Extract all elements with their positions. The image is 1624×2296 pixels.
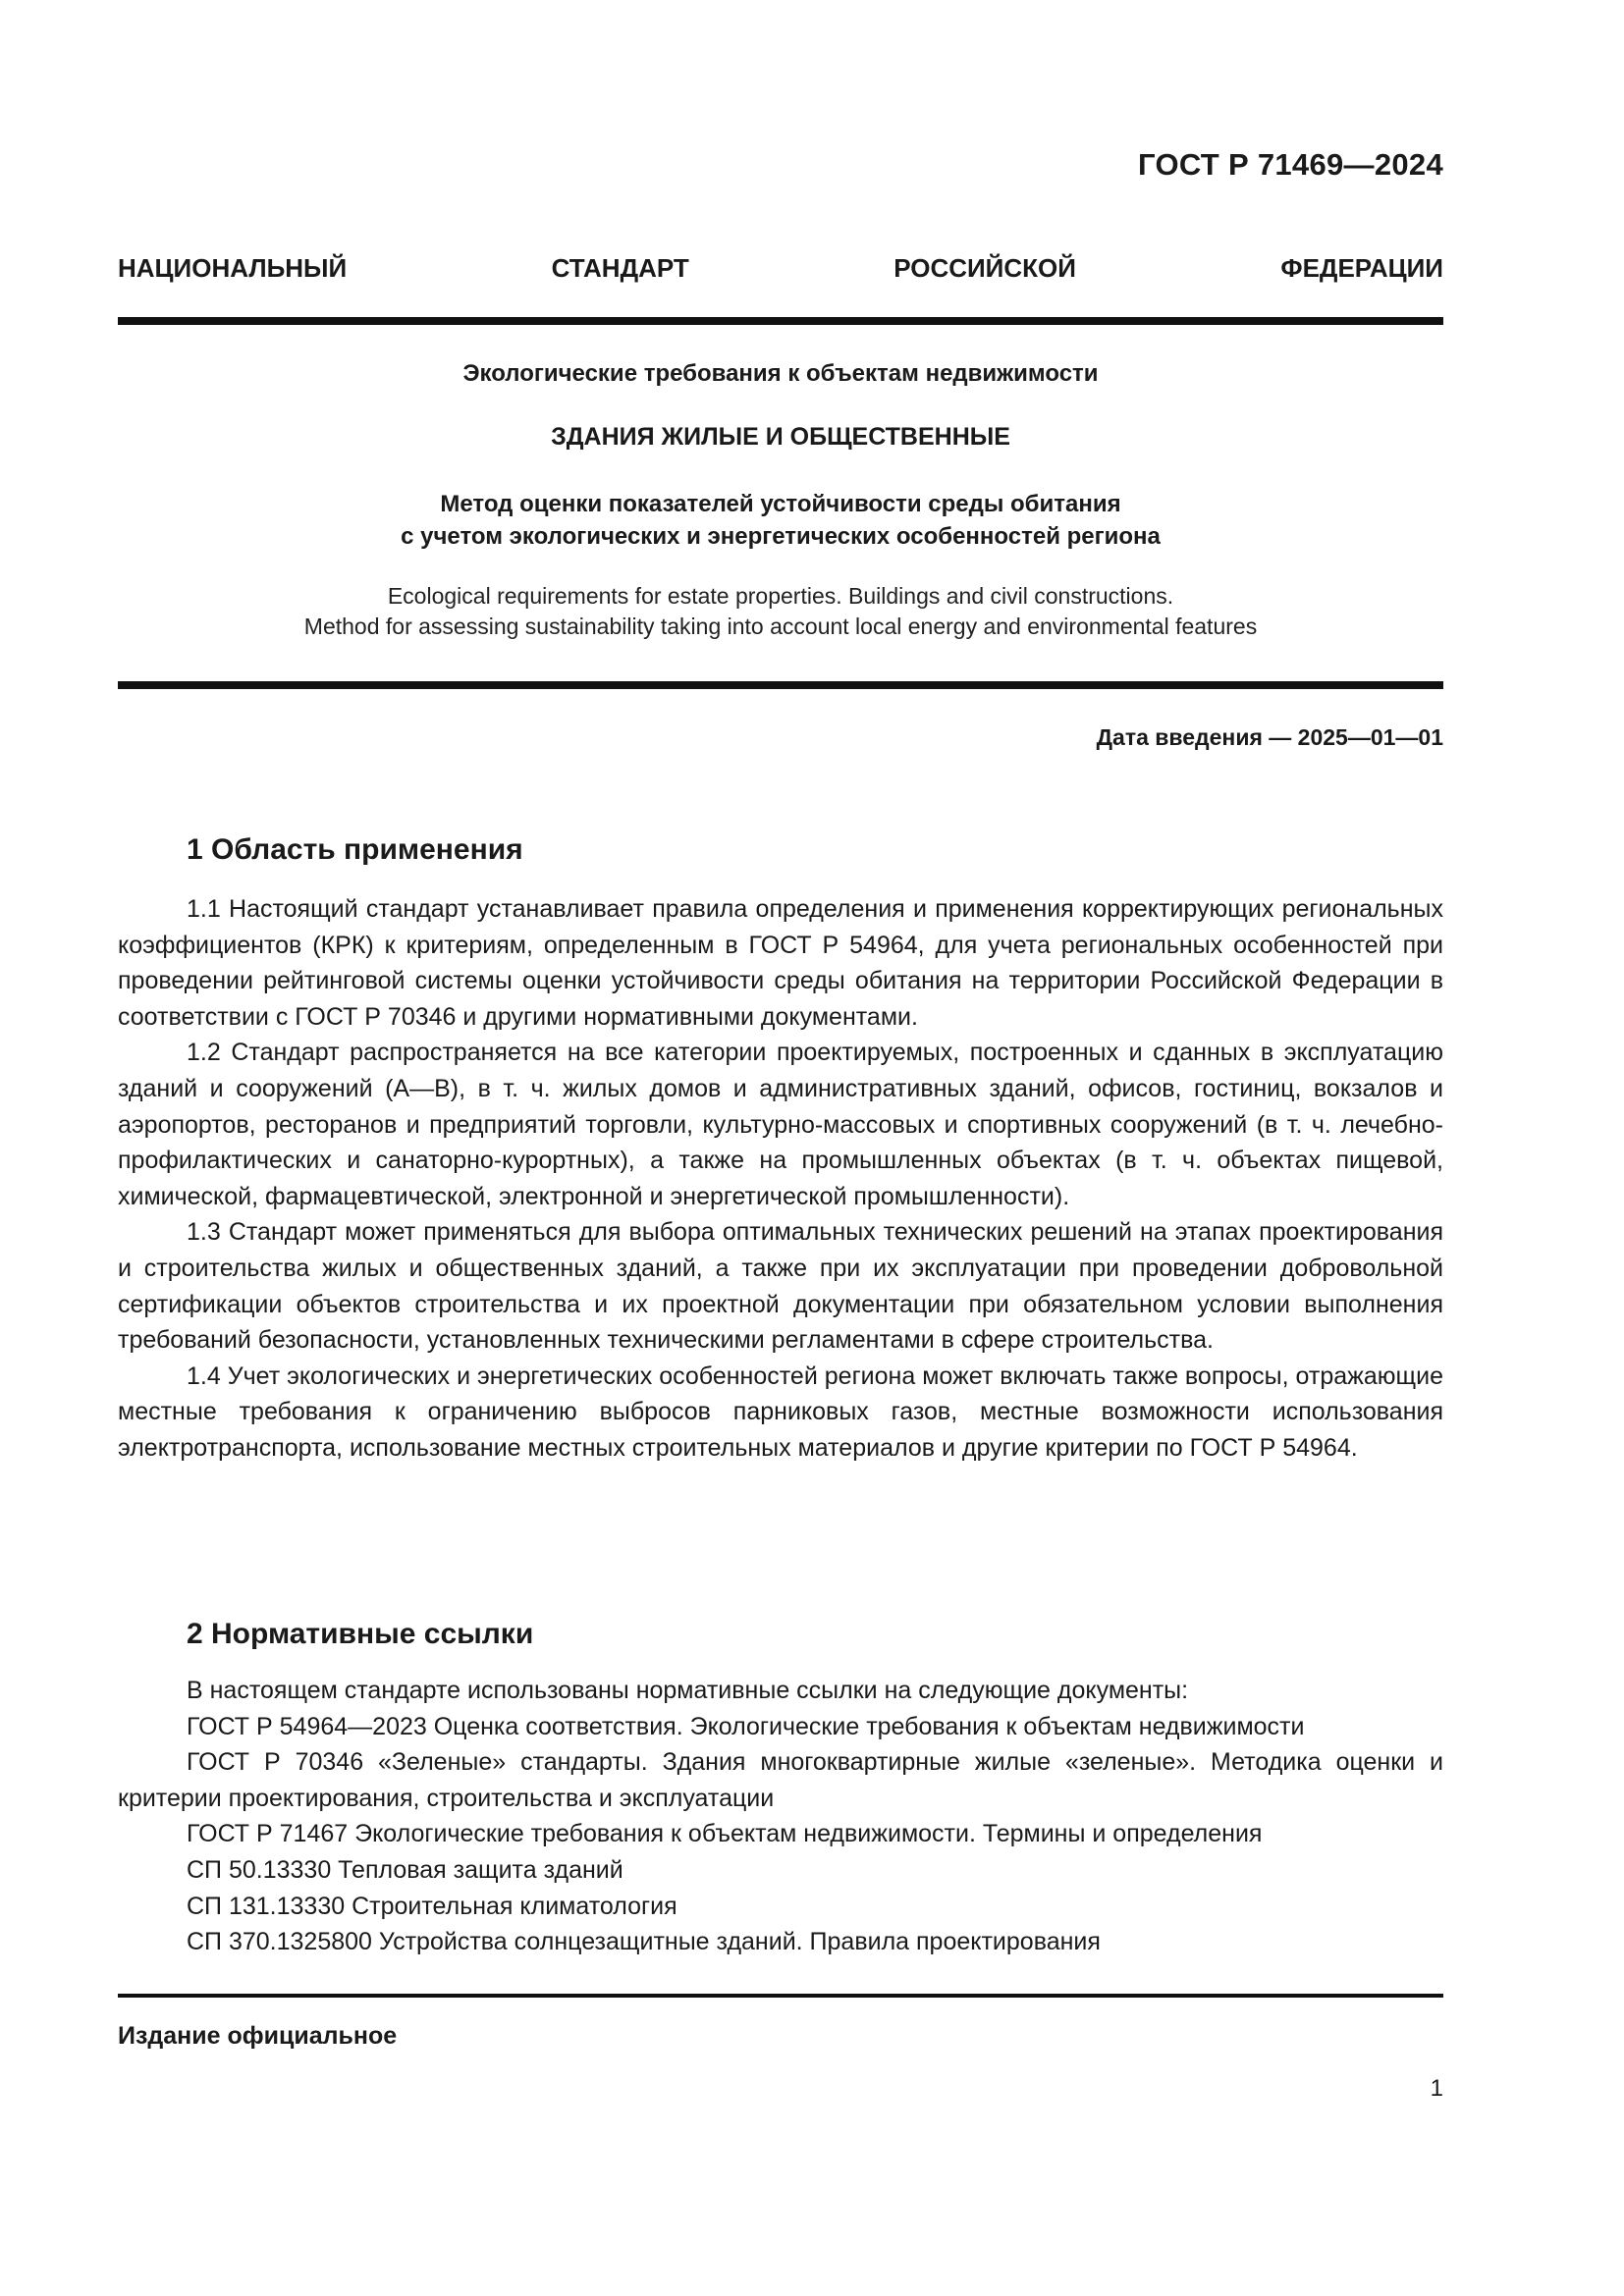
title-line-2: ЗДАНИЯ ЖИЛЫЕ И ОБЩЕСТВЕННЫЕ <box>551 423 1010 451</box>
reference-item: СП 50.13330 Тепловая защита зданий <box>187 1855 623 1884</box>
english-title-b: Method for assessing sustainability taking into account local energy and environmental features <box>303 614 1258 639</box>
reference-item: СП 131.13330 Строительная климатология <box>187 1892 677 1920</box>
paragraph-1-3: 1.3 Стандарт может применяться для выбора оптимальных технических решений на этапах проектирования и строительства жилых и общественных зданий, а также при их эксплуатации при проведении добровольной сертификации объектов строительства и их проектной документации при обязательном условии выполнения требований безопасности, установленных техническими регламентами в сфере строительства. <box>118 1218 1443 1355</box>
paragraph-1-1: 1.1 Настоящий стандарт устанавливает правила определения и применения корректирующих региональных коэффициентов (КРК) к критериям, определенным в ГОСТ Р 54964, для учета региональных особенностей при проведении рейтинговой системы оценки устойчивости среды обитания на территории Российской Федерации в соответствии с ГОСТ Р 70346 и другими нормативными документами. <box>118 895 1443 1031</box>
title-line-3a: Метод оценки показателей устойчивости среды обитания <box>440 491 1121 517</box>
introduction-date: Дата введения — 2025—01—01 <box>1096 724 1443 750</box>
english-title <box>118 581 1443 642</box>
document-number: ГОСТ Р 71469—2024 <box>1138 147 1443 182</box>
english-title-a: Ecological requirements for estate properties. Buildings and civil constructions. <box>387 583 1174 609</box>
top-divider <box>118 317 1443 325</box>
title-line-3 <box>118 488 1443 553</box>
section-2-body <box>118 1673 1443 1960</box>
title-line-3b: с учетом экологических и энергетических особенностей региона <box>401 523 1161 550</box>
page-number: 1 <box>1430 2075 1443 2102</box>
reference-item: ГОСТ Р 54964—2023 Оценка соответствия. Экологические требования к объектам недвижимости <box>187 1712 1305 1740</box>
bottom-divider <box>118 1994 1443 1998</box>
paragraph-1-4: 1.4 Учет экологических и энергетических особенностей региона может включать также вопросы, отражающие местные требования к ограничению выбросов парниковых газов, местные возможности использования электротранспорта, использование местных строительных материалов и другие критерии по ГОСТ Р 54964. <box>118 1362 1443 1462</box>
section-1-body <box>118 891 1443 1467</box>
reference-item: СП 370.1325800 Устройства солнцезащитные зданий. Правила проектирования <box>187 1928 1101 1956</box>
section-2-heading: 2 Нормативные ссылки <box>187 1618 534 1650</box>
middle-divider <box>118 681 1443 689</box>
section-1-heading: 1 Область применения <box>187 833 523 866</box>
official-edition-label: Издание официальное <box>118 2022 398 2050</box>
national-standard-heading: НАЦИОНАЛЬНЫЙ СТАНДАРТ РОССИЙСКОЙ ФЕДЕРАЦИИ <box>118 253 1443 283</box>
reference-item: ГОСТ Р 70346 «Зеленые» стандарты. Здания многоквартирные жилые «зеленые». Методика оценки и критерии проектирования, строительства и эксплуатации <box>118 1748 1443 1812</box>
reference-item: ГОСТ Р 71467 Экологические требования к объектам недвижимости. Термины и определения <box>187 1820 1263 1848</box>
title-line-1: Экологические требования к объектам недвижимости <box>462 360 1099 387</box>
paragraph-1-2: 1.2 Стандарт распространяется на все категории проектируемых, построенных и сданных в эксплуатацию зданий и сооружений (А—В), в т. ч. жилых домов и административных зданий, офисов, гостиниц, вокзалов и аэропортов, ресторанов и предприятий торговли, культурно-массовых и спортивных сооружений (в т. ч. лечебно-профилактических и санаторно-курортных), а также на промышленных объектах (в т. ч. объектах пищевой, химической, фармацевтической, электронной и энергетической промышленности). <box>118 1039 1443 1210</box>
references-intro: В настоящем стандарте использованы нормативные ссылки на следующие документы: <box>187 1677 1189 1704</box>
